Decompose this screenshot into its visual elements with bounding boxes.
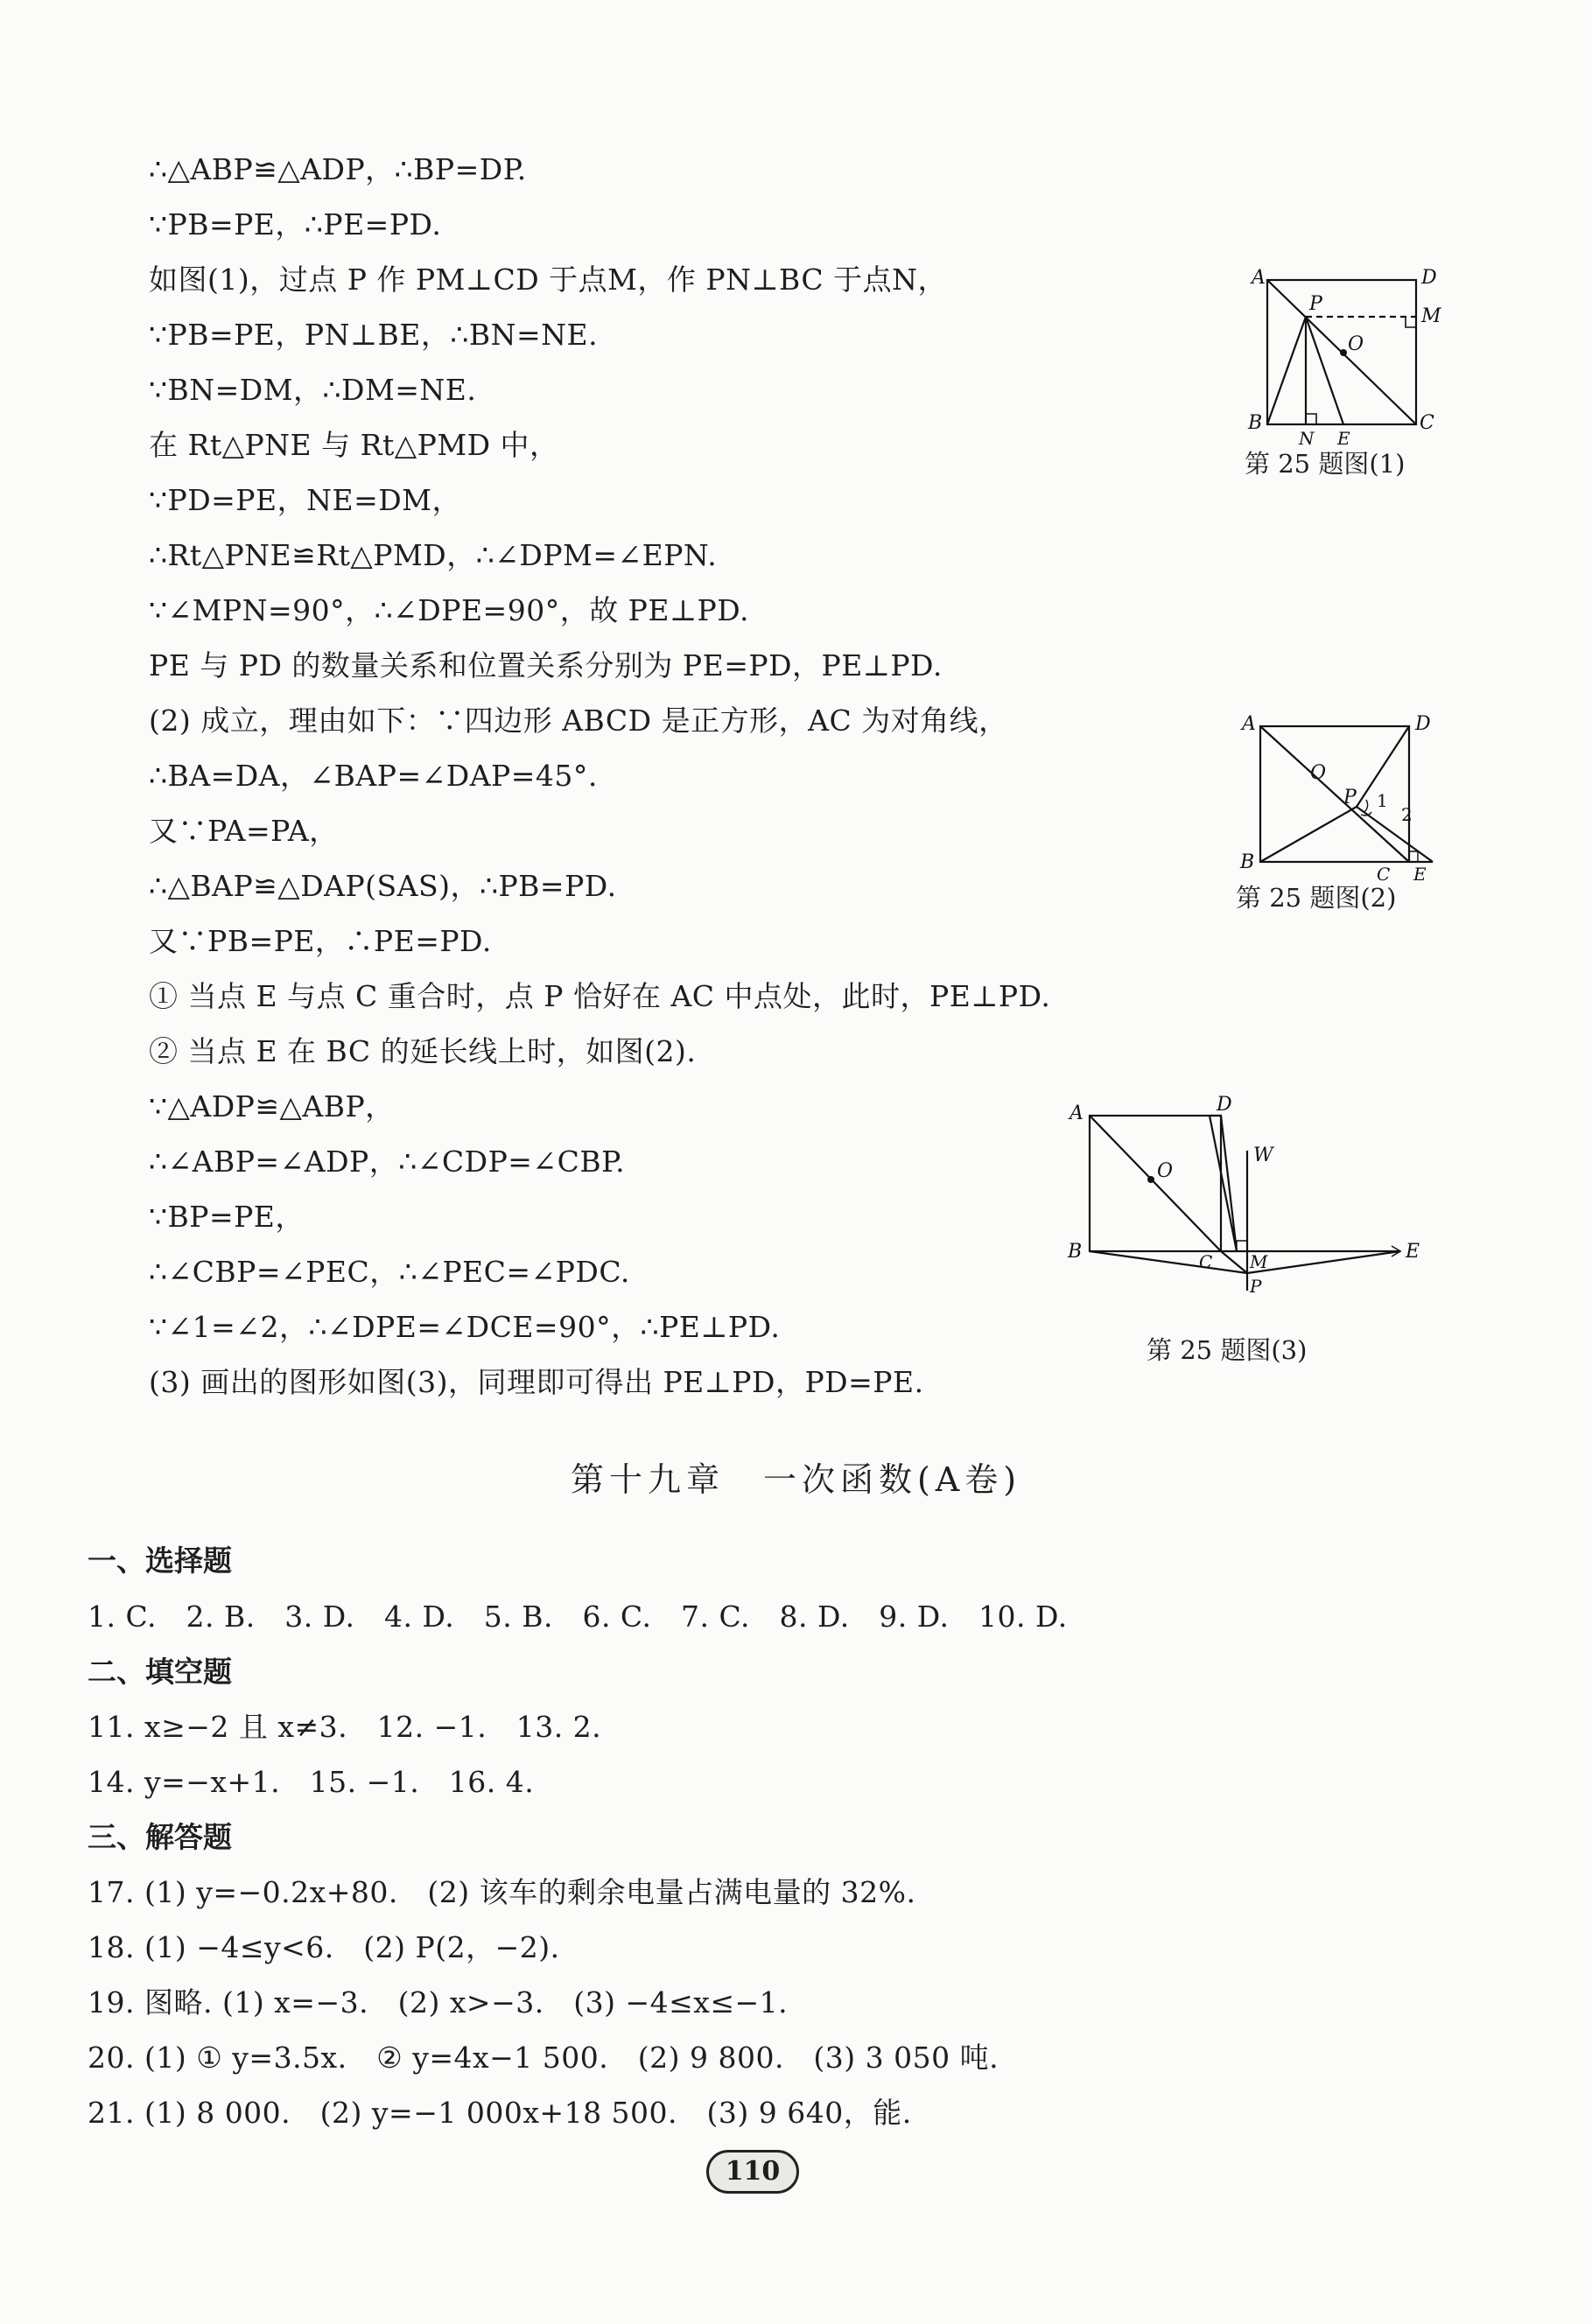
label-a: A [1242,713,1256,735]
proof-line: ∴∠ABP=∠ADP，∴∠CDP=∠CBP. [149,1144,626,1179]
label-a: A [1252,267,1266,289]
figure-3-caption: 第 25 题图(3) [1147,1335,1308,1365]
section-heading-fill: 二、填空题 [88,1655,232,1689]
proof-line: ∵∠1=∠2，∴∠DPE=∠DCE=90°，∴PE⊥PD. [149,1310,781,1344]
label-p: P [1250,1276,1262,1297]
proof-line: (2) 成立，理由如下：∵四边形 ABCD 是正方形，AC 为对角线， [149,704,1008,738]
label-e: E [1413,864,1427,885]
label-d: D [1217,1094,1232,1116]
label-angle-1: 1 [1377,790,1388,811]
section-heading-choice: 一、选择题 [88,1544,232,1578]
label-b: B [1248,412,1263,434]
proof-line: ∵PB=PE，∴PE=PD. [149,207,442,242]
solve-answer-line: 21. (1) 8 000. (2) y=−1 000x+18 500. (3) 9 640，能. [88,2096,912,2130]
solve-answer-line: 19. 图略. (1) x=−3. (2) x>−3. (3) −4≤x≤−1. [88,1985,789,2020]
label-e: E [1406,1241,1420,1263]
label-b: B [1068,1241,1083,1263]
label-o: O [1310,762,1327,784]
fill-answer-line: 11. x≥−2 且 x≠3. 12. −1. 13. 2. [88,1710,602,1744]
label-n: N [1299,428,1315,449]
label-a: A [1070,1102,1084,1124]
proof-line: ∵∠MPN=90°，∴∠DPE=90°，故 PE⊥PD. [149,593,749,627]
proof-line: ∴∠CBP=∠PEC，∴∠PEC=∠PDC. [149,1255,630,1289]
label-e: E [1337,428,1350,449]
label-c: C [1199,1251,1213,1272]
proof-line: ∵PD=PE，NE=DM， [149,483,461,517]
label-c: C [1377,864,1391,885]
figure-3 [1059,1094,1435,1297]
label-p: P [1343,787,1357,808]
label-m: M [1250,1251,1268,1272]
proof-line: 在 Rt△PNE 与 Rt△PMD 中， [149,428,559,462]
proof-line: ∵BN=DM，∴DM=NE. [149,373,477,407]
proof-line: ② 当点 E 在 BC 的延长线上时，如图(2). [149,1034,697,1068]
proof-line: ∴BA=DA，∠BAP=∠DAP=45°. [149,759,598,793]
proof-line: ∵BP=PE， [149,1200,305,1234]
choice-answers: 1. C. 2. B. 3. D. 4. D. 5. B. 6. C. 7. C. 8. D. 9. D. 10. D. [88,1600,1068,1634]
proof-line: ∵△ADP≌△ABP， [149,1089,395,1124]
label-d: D [1415,713,1431,735]
figure-2 [1230,709,1440,885]
section-heading-solve: 三、解答题 [88,1820,232,1854]
figure-1-diagram [1234,262,1444,449]
proof-line: ① 当点 E 与点 C 重合时，点 P 恰好在 AC 中点处，此时，PE⊥PD. [149,979,1051,1013]
label-o: O [1348,333,1364,355]
proof-line: ∵PB=PE，PN⊥BE，∴BN=NE. [149,318,599,352]
label-m: M [1421,305,1441,327]
fill-answer-line: 14. y=−x+1. 15. −1. 16. 4. [88,1765,535,1799]
proof-line: 又∵PB=PE，∴PE=PD. [149,924,492,958]
figure-1-caption: 第 25 题图(1) [1245,449,1406,479]
label-o: O [1157,1160,1174,1182]
solve-answer-line: 17. (1) y=−0.2x+80. (2) 该车的剩余电量占满电量的 32%. [88,1875,916,1909]
chapter-title: 第十九章 一次函数(A卷) [570,1460,1022,1499]
proof-line: 如图(1)，过点 P 作 PM⊥CD 于点M，作 PN⊥BC 于点N， [149,262,948,297]
proof-line: ∴Rt△PNE≌Rt△PMD，∴∠DPM=∠EPN. [149,538,718,572]
figure-1 [1234,262,1444,449]
label-w: W [1253,1144,1273,1166]
proof-line: (3) 画出的图形如图(3)，同理即可得出 PE⊥PD，PD=PE. [149,1365,924,1399]
label-d: D [1421,267,1437,289]
label-b: B [1240,851,1255,873]
proof-line: ∴△BAP≌△DAP(SAS)，∴PB=PD. [149,869,617,903]
proof-line: 又∵PA=PA， [149,814,339,848]
solve-answer-line: 20. (1) ① y=3.5x. ② y=4x−1 500. (2) 9 800. (3) 3 050 吨. [88,2040,999,2075]
label-p: P [1309,293,1322,315]
solve-answer-line: 18. (1) −4≤y<6. (2) P(2，−2). [88,1930,560,1964]
proof-line: ∴△ABP≌△ADP，∴BP=DP. [149,152,527,186]
figure-3-diagram [1059,1094,1435,1297]
proof-line: PE 与 PD 的数量关系和位置关系分别为 PE=PD，PE⊥PD. [149,648,943,682]
figure-2-caption: 第 25 题图(2) [1236,883,1397,913]
page-number: 110 [706,2150,799,2194]
figure-2-diagram [1230,709,1440,885]
label-angle-2: 2 [1401,804,1413,825]
label-c: C [1420,412,1434,434]
